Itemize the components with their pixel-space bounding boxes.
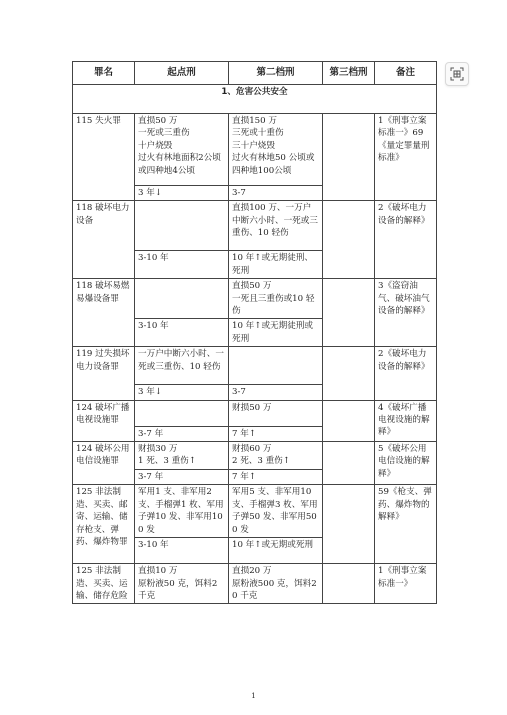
second-tier-penalty-term-cell: 7 年↑ [229, 426, 323, 441]
table-row [73, 201, 437, 251]
starting-penalty-cell: 直损10 万 原粉液50 克，饵料2 千克 [135, 564, 229, 604]
crime-name-cell: 119 过失损坏电力设备罪 [73, 347, 135, 400]
crime-sentencing-table [72, 61, 437, 604]
second-tier-penalty-cell: 军用5 支、非军用10 支、手榴弹3 枚、军用子弹50 发、非军用500 发 [229, 485, 323, 538]
third-tier-penalty-cell [323, 114, 375, 201]
second-tier-penalty-term-cell: 7 年↑ [229, 470, 323, 485]
remarks-cell: 5《破坏公用电信设施的解释》 [375, 442, 437, 485]
second-tier-penalty-term-cell: 10 年↑或无期徒刑或死刑 [229, 319, 323, 347]
second-tier-penalty-cell: 财损50 万 [229, 400, 323, 426]
table-row [73, 485, 437, 538]
remarks-cell: 59《枪支、弹药、爆炸物的解释》 [375, 485, 437, 564]
remarks-cell: 2《破坏电力设备的解释》 [375, 201, 437, 279]
second-tier-penalty-term-cell: 10 年↑或无期或死刑 [229, 538, 323, 564]
header-second-tier-penalty: 第二档刑 [229, 62, 323, 85]
header-third-tier-penalty: 第三档刑 [323, 62, 375, 85]
starting-penalty-cell [135, 400, 229, 426]
starting-penalty-term-cell: 3 年↓ [135, 186, 229, 201]
second-tier-penalty-cell [229, 347, 323, 385]
table-row [73, 347, 437, 385]
second-tier-penalty-cell: 直损100 万、一万户中断六小时、一死或三重伤、10 轻伤 [229, 201, 323, 251]
third-tier-penalty-cell [323, 564, 375, 604]
starting-penalty-cell: 一万户中断六小时、一死或三重伤、10 轻伤 [135, 347, 229, 385]
grid-scan-icon [450, 67, 464, 81]
third-tier-penalty-cell [323, 201, 375, 279]
table-header-row [73, 62, 437, 85]
third-tier-penalty-cell [323, 279, 375, 347]
second-tier-penalty-term-cell: 3-7 [229, 385, 323, 400]
side-tool-button[interactable] [445, 62, 469, 86]
third-tier-penalty-cell [323, 442, 375, 485]
header-starting-penalty: 起点刑 [135, 62, 229, 85]
remarks-cell: 2《破坏电力设备的解释》 [375, 347, 437, 400]
crime-name-cell: 124 破坏广播电视设施罪 [73, 400, 135, 441]
crime-name-cell: 115 失火罪 [73, 114, 135, 201]
starting-penalty-cell [135, 279, 229, 319]
crime-name-cell: 125 非法制造、买卖、运输、储存危险 [73, 564, 135, 604]
starting-penalty-term-cell: 3-10 年 [135, 319, 229, 347]
table-row [73, 564, 437, 604]
crime-name-cell: 118 破坏易燃易爆设备罪 [73, 279, 135, 347]
third-tier-penalty-cell [323, 400, 375, 441]
section-row [73, 85, 437, 114]
starting-penalty-term-cell: 3-10 年 [135, 251, 229, 279]
crime-name-cell: 124 破坏公用电信设施罪 [73, 442, 135, 485]
second-tier-penalty-cell: 直损150 万 三死或十重伤 三十户烧毁 过火有林地50 公顷或四种地100公顷 [229, 114, 323, 186]
starting-penalty-cell [135, 201, 229, 251]
remarks-cell: 1《刑事立案标准一》69《量定罪量刑标准》 [375, 114, 437, 201]
second-tier-penalty-term-cell: 3-7 [229, 186, 323, 201]
remarks-cell: 1《刑事立案标准一》 [375, 564, 437, 604]
page-number: 1 [251, 692, 256, 700]
third-tier-penalty-cell [323, 485, 375, 564]
crime-name-cell: 118 破坏电力设备 [73, 201, 135, 279]
second-tier-penalty-cell: 财损60 万 2 死、3 重伤↑ [229, 442, 323, 470]
third-tier-penalty-cell [323, 347, 375, 400]
table-row [73, 279, 437, 319]
header-remarks: 备注 [375, 62, 437, 85]
remarks-cell: 3《盗窃油气、破坏油气设备的解释》 [375, 279, 437, 347]
header-crime-name: 罪名 [73, 62, 135, 85]
table-row [73, 442, 437, 470]
crime-name-cell: 125 非法制造、买卖、邮寄、运输、储存枪支、弹药、爆炸物罪 [73, 485, 135, 564]
starting-penalty-term-cell: 3-7 年 [135, 426, 229, 441]
remarks-cell: 4《破坏广播电视设施的解释》 [375, 400, 437, 441]
second-tier-penalty-cell: 直损50 万 一死且三重伤或10 轻伤 [229, 279, 323, 319]
starting-penalty-cell: 直损50 万 一死或三重伤 十户烧毁 过火有林地面积2公顷或四种地4公顷 [135, 114, 229, 186]
starting-penalty-cell: 军用1 支、非军用2 支、手榴弹1 枚、军用子弹10 发、非军用100 发 [135, 485, 229, 538]
second-tier-penalty-term-cell: 10 年↑或无期徒刑、死刑 [229, 251, 323, 279]
starting-penalty-cell: 财损30 万 1 死、3 重伤↑ [135, 442, 229, 470]
second-tier-penalty-cell: 直损20 万 原粉液500 克，饵料20 千克 [229, 564, 323, 604]
starting-penalty-term-cell: 3 年↓ [135, 385, 229, 400]
table-row [73, 400, 437, 426]
table-row [73, 114, 437, 186]
section-title: 1、危害公共安全 [73, 85, 437, 114]
starting-penalty-term-cell: 3-7 年 [135, 470, 229, 485]
starting-penalty-term-cell: 3-10 年 [135, 538, 229, 564]
